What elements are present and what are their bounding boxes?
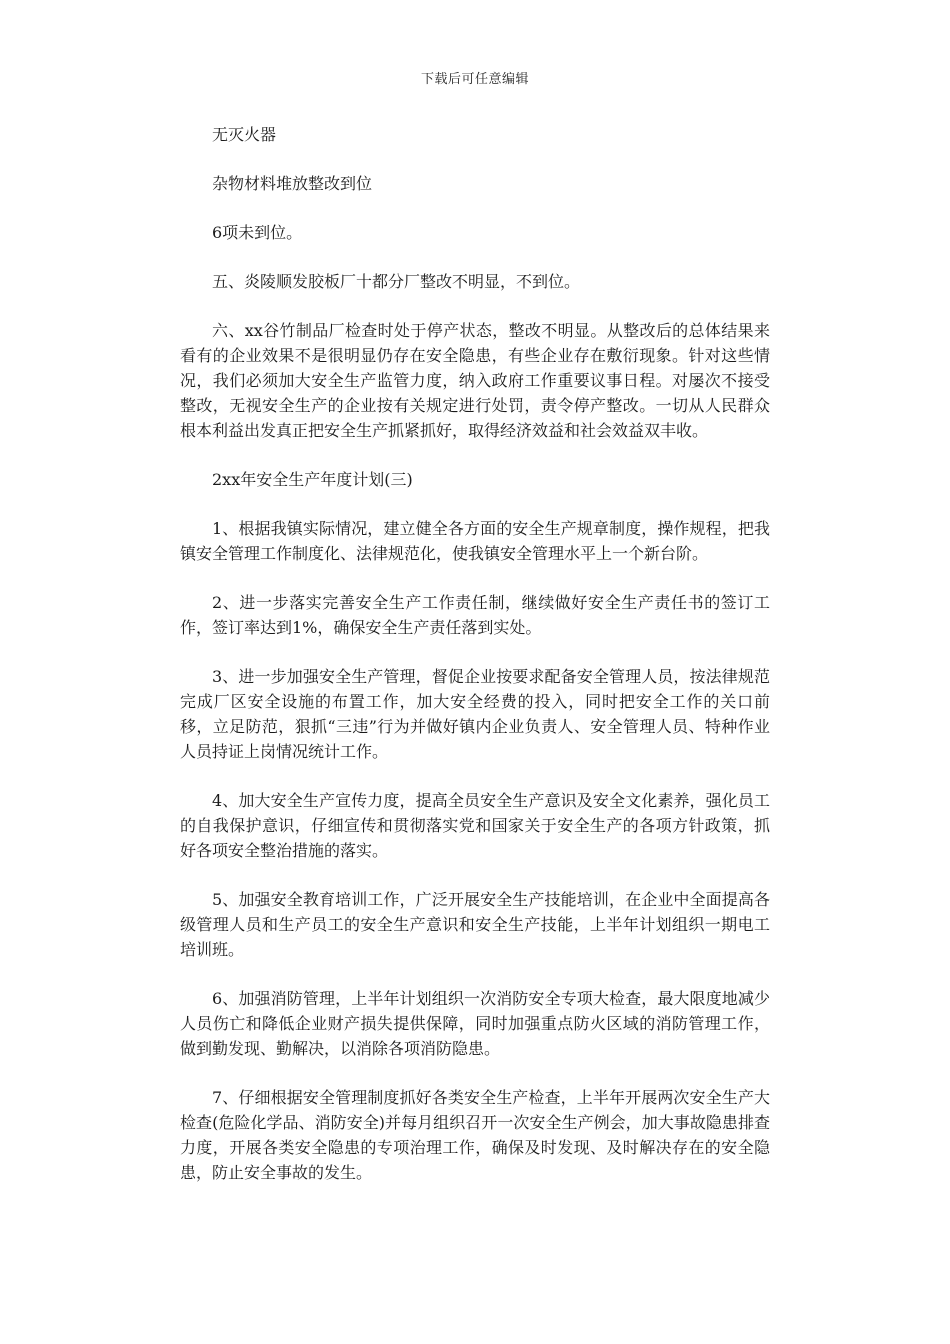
plan-item-5: 5、加强安全教育培训工作，广泛开展安全生产技能培训，在企业中全面提高各级管理人员和生产员工的安全生产意识和安全生产技能，上半年计划组织一期电工培训班。 bbox=[180, 890, 770, 959]
plan-item-7: 7、仔细根据安全管理制度抓好各类安全生产检查，上半年开展两次安全生产大检查(危险化学品、消防安全)并每月组织召开一次安全生产例会，加大事故隐患排查力度，开展各类安全隐患的专项治理工作，确保及时发现、及时解决存在的安全隐患，防止安全事故的发生。 bbox=[180, 1088, 770, 1182]
paragraph-no-extinguisher: 无灭火器 bbox=[212, 125, 277, 144]
plan-item-1: 1、根据我镇实际情况，建立健全各方面的安全生产规章制度，操作规程，把我镇安全管理工作制度化、法律规范化，使我镇安全管理水平上一个新台阶。 bbox=[180, 519, 770, 563]
paragraph-materials-rectified: 杂物材料堆放整改到位 bbox=[212, 174, 373, 193]
paragraph-item-six: 六、xx谷竹制品厂检查时处于停产状态，整改不明显。从整改后的总体结果来看有的企业效果不是很明显仍存在安全隐患，有些企业存在敷衍现象。针对这些情况，我们必须加大安全生产监管力度，纳入政府工作重要议事日程。对屡次不接受整改，无视安全生产的企业按有关规定进行处罚，责令停产整改。一切从人民群众根本利益出发真正把安全生产抓紧抓好，取得经济效益和社会效益双丰收。 bbox=[180, 321, 770, 440]
plan-item-2: 2、进一步落实完善安全生产工作责任制，继续做好安全生产责任书的签订工作，签订率达到1%，确保安全生产责任落到实处。 bbox=[180, 593, 770, 637]
paragraph-item-five: 五、炎陵顺发胶板厂十都分厂整改不明显，不到位。 bbox=[212, 272, 581, 291]
page-header: 下载后可任意编辑 bbox=[420, 72, 529, 87]
plan-item-6: 6、加强消防管理，上半年计划组织一次消防安全专项大检查，最大限度地减少人员伤亡和降低企业财产损失提供保障，同时加强重点防火区域的消防管理工作，做到勤发现、勤解决，以消除各项消防隐患。 bbox=[180, 989, 770, 1058]
plan-item-3: 3、进一步加强安全生产管理，督促企业按要求配备安全管理人员，按法律规范完成厂区安全设施的布置工作，加大安全经费的投入，同时把安全工作的关口前移，立足防范，狠抓“三违”行为并做好镇内企业负责人、安全管理人员、特种作业人员持证上岗情况统计工作。 bbox=[180, 667, 770, 761]
section-title-plan-three: 2xx年安全生产年度计划(三) bbox=[212, 470, 413, 489]
paragraph-six-items: 6项未到位。 bbox=[212, 223, 303, 242]
plan-item-4: 4、加大安全生产宣传力度，提高全员安全生产意识及安全文化素养，强化员工的自我保护意识，仔细宣传和贯彻落实党和国家关于安全生产的各项方针政策，抓好各项安全整治措施的落实。 bbox=[180, 791, 770, 860]
document-body bbox=[180, 122, 770, 1209]
